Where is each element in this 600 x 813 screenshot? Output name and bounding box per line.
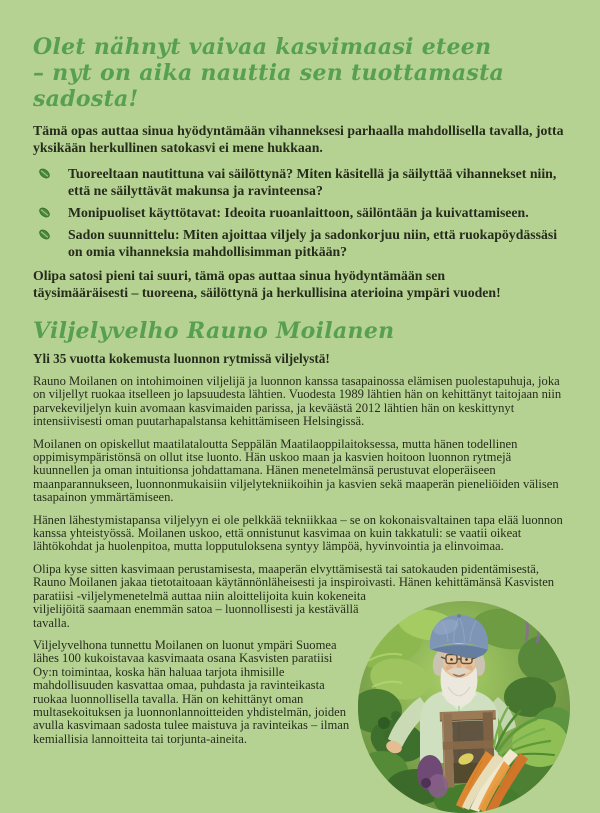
profile-paragraph: Rauno Moilanen on intohimoinen viljelijä ja luonnon kanssa tasapainossa elämisen puolestapuhuja, joka on viljellyt ruokaa itselleen jo lapsuudesta lähtien. Vuodesta 1989 lähtien hän on kehittänyt taitojaan niin parvekeviljelyn kuin avomaan kasvimaiden parissa, ja keväästä 2012 lähtien hän on keskittynyt intensiivisesti oman puutarhapalstansa kehittämiseen Helsingissä. xyxy=(33,374,562,429)
bio-photo-section xyxy=(33,563,570,813)
page-title xyxy=(33,34,570,112)
list-item-text: Sadon suunnittelu: Miten ajoittaa viljely ja sadonkorjuu niin, että ruokapöydässäsi on omia vihanneksia mahdollisimman pitkään? xyxy=(68,227,558,259)
benefits-list xyxy=(33,165,570,260)
profile-paragraph: Hänen lähestymistapansa viljelyyn ei ole pelkkää tekniikkaa – se on kokonaisvaltainen tapa elää luonnon kanssa yhteistyössä. Moilanen uskoo, että onnistunut kasvimaa on kuin takkatuli: se vaatii oikeat lähtökohdat ja huolenpitoa, mutta lopputuloksena syntyy lämpöä, hyvinvointia ja elinvoimaa. xyxy=(33,512,563,554)
page-title-line-2: – nyt on aika nauttia sen tuottamasta sadosta! xyxy=(33,60,505,112)
page-title-line-1: Olet nähnyt vaivaa kasvimaasi eteen xyxy=(33,34,492,60)
intro-closing-line-1: Olipa satosi pieni tai suuri, tämä opas auttaa sinua hyödyntämään sen xyxy=(33,268,446,283)
list-item xyxy=(33,165,570,199)
intro-closing xyxy=(33,267,570,301)
list-item-text: Monipuoliset käyttötavat: Ideoita ruoanlaittoon, säilöntään ja kuivattamiseen. xyxy=(68,205,529,220)
profile-photo-illustration xyxy=(358,601,570,813)
profile-paragraph: Moilanen on opiskellut maatilataloutta Seppälän Maatilaoppilaitoksessa, mutta hänen todellinen oppimisympäristönsä on ollut itse luonto. Hän uskoo maan ja kasvien hoitoon luonnon rytmejä kuunnellen ja oman intuitionsa johdattamana. Hänen menetelmänsä perustuvat eloperäiseen maanparannukseen, luonnonmukaisiin viljelytekniikoihin ja kasvien sekä maaperän pieneliöiden välisen tasapainon ymmärtämiseen. xyxy=(33,436,559,505)
intro-lead: Tämä opas auttaa sinua hyödyntämään vihanneksesi parhaalla mahdollisella tavalla, jotta yksikään herkullinen satokasvi ei mene hukkaan. xyxy=(33,123,564,155)
leaf-icon xyxy=(38,206,51,219)
list-item-text: Tuoreeltaan nautittuna vai säilöttynä? Miten käsitellä ja säilyttää vihannekset niin, että ne säilyttävät makunsa ja ravinteensa? xyxy=(68,166,557,198)
leaf-icon xyxy=(38,167,51,180)
list-item xyxy=(33,204,570,221)
profile-paragraph: Viljelyvelhona tunnettu Moilanen on luonut ympäri Suomea lähes 100 kukoistavaa kasvimaata osana Kasvisten paratiisi Oy:n toimintaa, koska hän haluaa tarjota ihmisille mahdollisuuden kasvattaa omaa, puhdasta ja ravinteikasta ruokaa luonnollisella tavalla. Hän on kehittänyt oman multasekoituksen ja luonnonlannoitteiden yhdistelmän, joiden avulla kasvimaan sadosta tulee maistuva ja ravinteikas – ilman kemiallisia lannoitteita tai torjunta-aineita. xyxy=(33,637,350,746)
list-item xyxy=(33,226,570,260)
profile-paragraph: Olipa kyse sitten kasvimaan perustamisesta, maaperän elvyttämisestä tai satokauden pidentämisestä, Rauno Moilanen jakaa tietotaitoaan käytännönläheisesti ja inspiroivasti. Hänen kehittämänsä Kasvisten paratiisi -viljelymenetelmä auttaa niin aloittelijoita kuin kokeneita viljelijöitä saamaan enemmän satoa – luonnollisesti ja kestävällä tavalla. xyxy=(33,561,555,630)
profile-subheading: Yli 35 vuotta kokemusta luonnon rytmissä viljelystä! xyxy=(33,351,330,366)
profile-photo xyxy=(358,601,570,813)
leaf-icon xyxy=(38,228,51,241)
profile-heading: Viljelyvelho Rauno Moilanen xyxy=(33,318,395,344)
intro-closing-line-2: täysimääräisesti – tuoreena, säilöttynä ja herkullisina aterioina ympäri vuoden! xyxy=(33,285,501,300)
